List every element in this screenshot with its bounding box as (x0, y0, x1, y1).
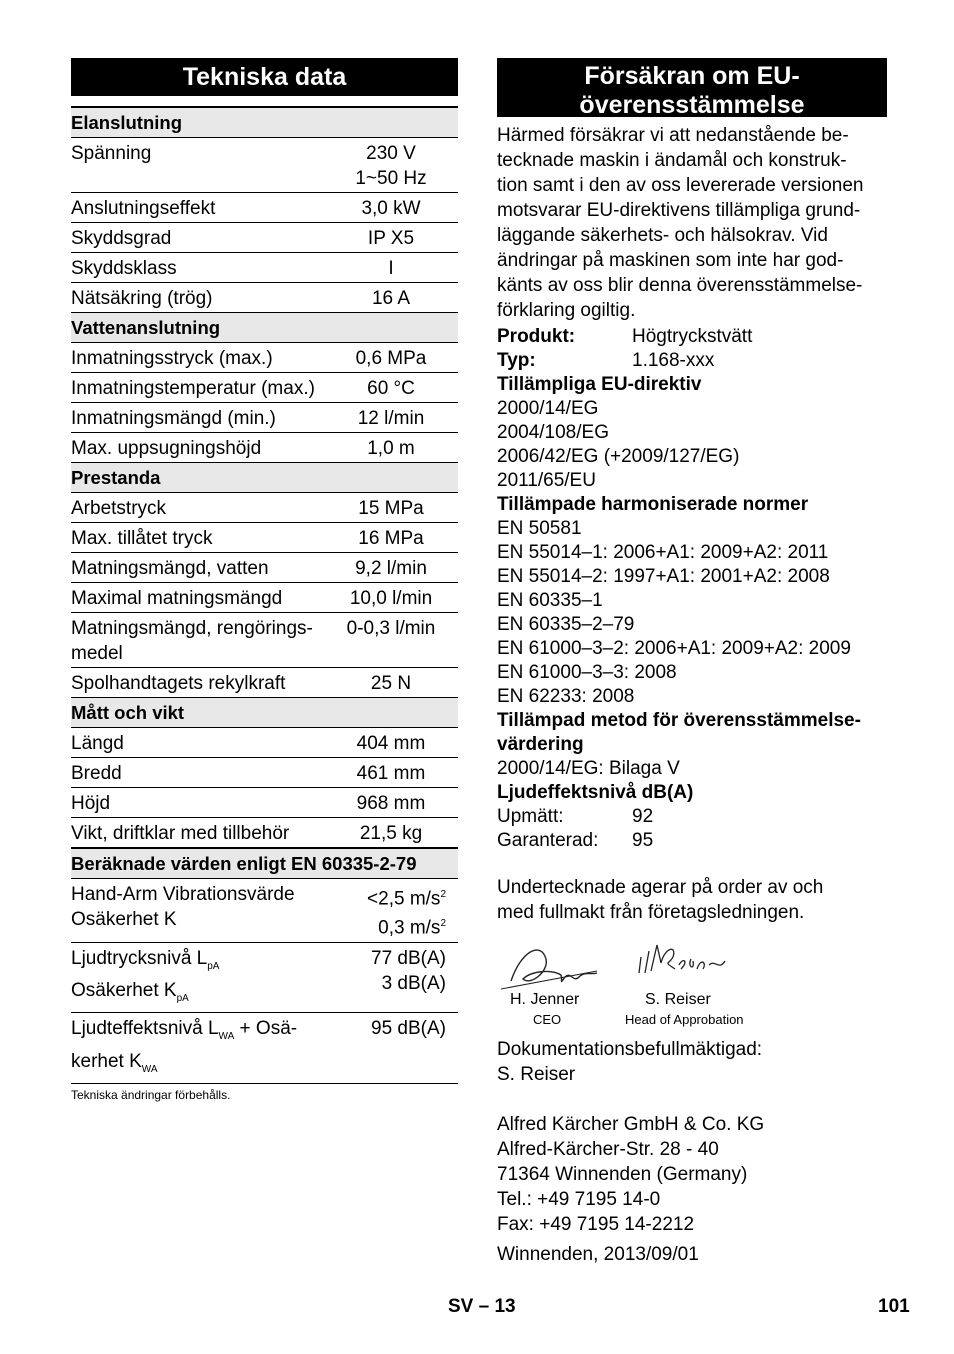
directive-item: 2004/108/EG (497, 422, 609, 443)
spec-label: Bredd (71, 763, 122, 784)
spec-label: Matningsmängd, vatten (71, 558, 269, 579)
declaration-title: Försäkran om EU- överensstämmelse (497, 58, 887, 117)
declaration-column (497, 58, 887, 1267)
signer1-name: H. Jenner (510, 991, 580, 1008)
spec-label: Max. uppsugningshöjd (71, 438, 262, 459)
technical-data-title: Tekniska data (71, 58, 458, 96)
spec-value: 230 V 1~50 Hz (355, 143, 427, 189)
spec-value: 16 MPa (358, 528, 424, 549)
spec-value: 3,0 kW (361, 198, 421, 219)
spec-value: 1,0 m (367, 438, 415, 459)
norm-item: EN 62233: 2008 (497, 686, 635, 707)
sound-power-row: Ljudteffektsnivå $L_{WA}$ + Osä- kerhet $K_{WA}$ 95 dB(A) (71, 1013, 458, 1084)
company-fax: Fax: +49 7195 14-2212 (497, 1214, 695, 1235)
signer1-role: CEO (533, 1012, 562, 1027)
guaranteed-value: 95 (632, 830, 654, 851)
spec-row (71, 283, 458, 313)
norms-heading: Tillämpade harmoniserade normer (497, 494, 809, 515)
norm-item: EN 61000–3–3: 2008 (497, 662, 677, 683)
spec-row (71, 253, 458, 283)
spec-row (71, 788, 458, 818)
signed-text: Undertecknade agerar på order av och med fullmakt från företagsledningen. (497, 877, 824, 923)
directive-item: 2000/14/EG (497, 398, 599, 419)
spec-row (71, 553, 458, 583)
guaranteed-line: Garanterad: 95 (497, 830, 654, 851)
spec-label: Arbetstryck (71, 498, 167, 519)
spec-value: 25 N (370, 673, 412, 694)
company-city: 71364 Winnenden (Germany) (497, 1164, 748, 1185)
spec-row (71, 668, 458, 698)
spec-value: 461 mm (356, 763, 426, 784)
spec-label: Längd (71, 733, 124, 754)
signer2-role: Head of Approbation (625, 1012, 744, 1027)
sound-power-value: 95 dB(A) (371, 1018, 446, 1040)
norms-list (497, 517, 887, 709)
spec-value: 15 MPa (358, 498, 424, 519)
spec-row (71, 433, 458, 463)
sound-pressure-uncertainty-label: Osäkerhet K (71, 980, 177, 1002)
spec-value: 968 mm (356, 793, 426, 814)
norm-item: EN 60335–1 (497, 590, 603, 611)
spec-row (71, 613, 458, 668)
spec-row (71, 138, 458, 193)
spec-value: I (388, 258, 394, 279)
spec-label: Spänning (71, 143, 152, 164)
spec-label: Vikt, driftklar med tillbehör (71, 823, 290, 844)
spec-label: Inmatningsmängd (min.) (71, 408, 276, 429)
section-header: Mått och vikt (71, 698, 458, 728)
spec-row (71, 758, 458, 788)
measured-value: 92 (632, 806, 654, 827)
spec-row (71, 193, 458, 223)
doc-label: Dokumentationsbefullmäktigad: (497, 1039, 763, 1060)
declaration-intro: Härmed försäkrar vi att nedanstående be- tecknade maskin i ändamål och konstruk- tion samt i den av oss levererade versionen motsvarar EU-direktivens tillämpliga grund- läggande säkerhets- och hälsokrav. Vid ändringar på maskinen som inte har god- känts av oss blir denna överensstämmelse- förklaring ogiltig. (497, 125, 864, 321)
norm-item: EN 55014–1: 2006+A1: 2009+A2: 2011 (497, 542, 829, 563)
section-header: Vattenanslutning (71, 313, 458, 343)
spec-value: 12 l/min (357, 408, 425, 429)
spec-value: 0-0,3 l/min (346, 618, 436, 639)
calc-section-header: Beräknade värden enligt EN 60335-2-79 (71, 847, 458, 879)
signer2-name: S. Reiser (645, 991, 711, 1008)
directive-item: 2011/65/EU (497, 470, 596, 491)
vibration-uncertainty-label: Osäkerhet K (71, 909, 177, 930)
spec-value: 404 mm (356, 733, 426, 754)
spec-table (71, 106, 458, 848)
spec-row (71, 523, 458, 553)
vibration-value: <2,5 m/s (367, 888, 441, 910)
spec-row (71, 343, 458, 373)
technical-data-column (71, 58, 458, 1102)
vibration-label: Hand-Arm Vibrationsvärde (71, 884, 295, 905)
norm-item: EN 60335–2–79 (497, 614, 635, 635)
norm-item: EN 61000–3–2: 2006+A1: 2009+A2: 2009 (497, 638, 851, 659)
signature-reiser (635, 937, 730, 985)
product-value: Högtryckstvätt (632, 326, 753, 347)
spec-row (71, 403, 458, 433)
section-header: Elanslutning (71, 108, 458, 138)
doc-name: S. Reiser (497, 1064, 576, 1085)
spec-label: Höjd (71, 793, 111, 814)
directive-item: 2006/42/EG (+2009/127/EG) (497, 446, 740, 467)
spec-label: Inmatningsstryck (max.) (71, 348, 273, 369)
spec-label: Skyddsgrad (71, 228, 172, 249)
company-name: Alfred Kärcher GmbH & Co. KG (497, 1114, 765, 1135)
spec-value: 21,5 kg (359, 823, 423, 844)
norm-item: EN 50581 (497, 518, 582, 539)
place-date: Winnenden, 2013/09/01 (497, 1244, 699, 1265)
measured-line: Upmätt: 92 (497, 806, 654, 827)
spec-row (71, 818, 458, 848)
spec-value: 10,0 l/min (349, 588, 433, 609)
sound-power-label: Ljudteffektsnivå L (71, 1018, 219, 1040)
spec-row (71, 493, 458, 523)
spec-row (71, 373, 458, 403)
spec-row (71, 728, 458, 758)
spec-label: Nätsäkring (trög) (71, 288, 213, 309)
spec-label: Anslutningseffekt (71, 198, 216, 219)
type-line: Typ: 1.168-xxx (497, 350, 715, 371)
section-page-number: SV – 13 (448, 1296, 516, 1317)
method-value: 2000/14/EG: Bilaga V (497, 758, 680, 779)
spec-row (71, 223, 458, 253)
signature-jenner (501, 941, 601, 993)
spec-label: Max. tillåtet tryck (71, 528, 213, 549)
technical-changes-note: Tekniska ändringar förbehålls. (71, 1087, 231, 1102)
sound-pressure-row: Ljudtrycksnivå $L_{pA}$ Osäkerhet $K_{pA}$ 77 dB(A) 3 dB(A) (71, 943, 458, 1014)
signatures (497, 937, 887, 1027)
spec-label: Matningsmängd, rengörings- medel (71, 618, 313, 664)
sound-heading: Ljudeffektsnivå dB(A) (497, 782, 694, 803)
spec-label: Maximal matningsmängd (71, 588, 283, 609)
company-tel: Tel.: +49 7195 14-0 (497, 1189, 661, 1210)
sound-pressure-value: 77 dB(A) (371, 947, 446, 969)
spec-value: 9,2 l/min (355, 558, 427, 579)
spec-value: 16 A (371, 288, 411, 309)
vibration-uncertainty-value: 0,3 m/s (378, 917, 441, 939)
company-street: Alfred-Kärcher-Str. 28 - 40 (497, 1139, 719, 1160)
spec-label: Inmatningstemperatur (max.) (71, 378, 315, 399)
spec-value: IP X5 (367, 228, 415, 249)
page-number: 101 (878, 1296, 910, 1317)
vibration-row: Hand-Arm Vibrationsvärde Osäkerhet K <2,5 $m/s^2$ 0,3 $m/s^2$ (71, 879, 458, 943)
spec-value: 60 °C (367, 378, 415, 399)
spec-row (71, 583, 458, 613)
spec-label: Skyddsklass (71, 258, 177, 279)
sound-pressure-uncertainty-value: 3 dB(A) (381, 972, 446, 994)
norm-item: EN 55014–2: 1997+A1: 2001+A2: 2008 (497, 566, 830, 587)
sound-pressure-label: Ljudtrycksnivå L (71, 947, 208, 969)
section-header: Prestanda (71, 463, 458, 493)
spec-value: 0,6 MPa (355, 348, 427, 369)
type-value: 1.168-xxx (632, 350, 715, 371)
spec-label: Spolhandtagets rekylkraft (71, 673, 286, 694)
method-heading: Tillämpad metod för överensstämmelse- värdering (497, 710, 861, 755)
product-line: Produkt: Högtryckstvätt (497, 326, 753, 347)
directives-list (497, 397, 887, 493)
directives-heading: Tillämpliga EU-direktiv (497, 374, 702, 395)
